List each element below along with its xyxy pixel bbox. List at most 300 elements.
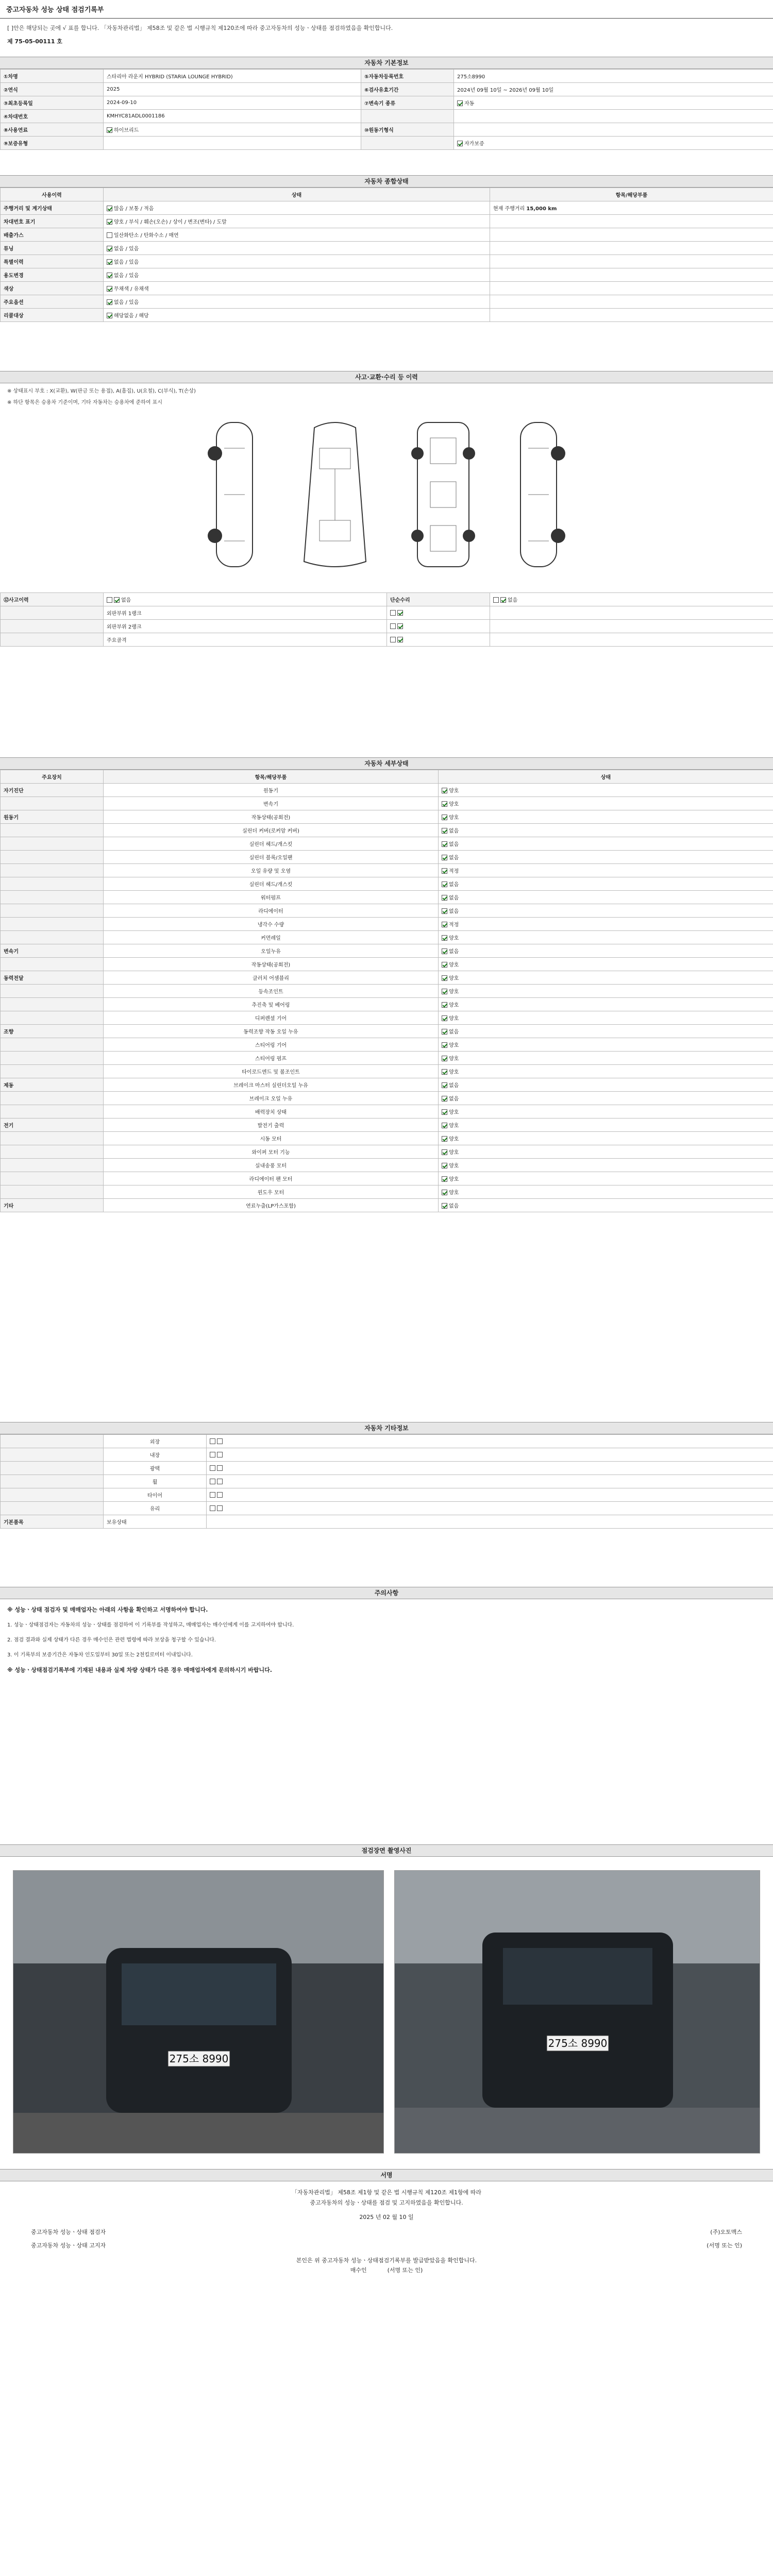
inspector-row bbox=[0, 2223, 773, 2241]
general-extra bbox=[490, 215, 773, 228]
detail-group bbox=[1, 1145, 104, 1159]
checkbox-checked[interactable] bbox=[442, 1190, 447, 1195]
general-row bbox=[1, 282, 773, 295]
vin: KMHYC81ADL0001186 bbox=[104, 110, 361, 123]
detail-group bbox=[1, 1172, 104, 1185]
detail-group: 원동기 bbox=[1, 810, 104, 824]
checkbox-checked[interactable] bbox=[442, 882, 447, 887]
other-info-title: 자동차 기타정보 bbox=[0, 1422, 773, 1434]
checkbox-checked[interactable] bbox=[442, 1082, 447, 1088]
detail-row bbox=[1, 851, 773, 864]
checkbox[interactable] bbox=[217, 1492, 223, 1498]
detail-group bbox=[1, 1092, 104, 1105]
detail-group: 제동 bbox=[1, 1078, 104, 1092]
detail-item: 실내송풍 모터 bbox=[104, 1159, 439, 1172]
seller-label: 중고자동차 성능ㆍ상태 고지자 bbox=[31, 2242, 106, 2249]
inspector-label: 중고자동차 성능ㆍ상태 점검자 bbox=[31, 2229, 106, 2235]
checkbox-checked[interactable] bbox=[457, 100, 463, 106]
detail-row bbox=[1, 971, 773, 985]
detail-item: 워터펌프 bbox=[104, 891, 439, 904]
repair-value bbox=[490, 593, 773, 606]
general-text: 일산화탄소 / 탄화수소 / 매연 bbox=[114, 233, 179, 239]
col-header: 항목/해당부품 bbox=[104, 770, 439, 784]
checkbox-checked[interactable] bbox=[442, 801, 447, 807]
basic-info-section bbox=[0, 57, 773, 175]
other-item: 유리 bbox=[104, 1502, 207, 1515]
checkbox-checked[interactable] bbox=[107, 286, 112, 292]
detail-item: 브레이크 마스터 실린더오일 누유 bbox=[104, 1078, 439, 1092]
col-header: 사용이력 bbox=[1, 188, 104, 201]
checkbox-checked[interactable] bbox=[500, 597, 506, 603]
accident-label: ⑫사고이력 bbox=[1, 593, 104, 606]
checkbox[interactable] bbox=[390, 637, 396, 642]
detail-row bbox=[1, 810, 773, 824]
buyer-line: 본인은 위 중고자동차 성능ㆍ상태점검기록부를 발급받았음을 확인합니다. bbox=[296, 2257, 477, 2264]
checkbox-checked[interactable] bbox=[442, 895, 447, 901]
damage-row bbox=[1, 633, 773, 647]
detail-status bbox=[439, 1011, 773, 1025]
warranty-value bbox=[454, 137, 773, 150]
general-text: 무채색 / 유채색 bbox=[114, 286, 149, 292]
detail-status bbox=[439, 1078, 773, 1092]
detail-status bbox=[439, 1172, 773, 1185]
other-item: 외장 bbox=[104, 1435, 207, 1448]
detail-status bbox=[439, 797, 773, 810]
general-text: 없음 / 있음 bbox=[114, 246, 139, 252]
checkbox-checked[interactable] bbox=[442, 815, 447, 820]
signature-section bbox=[0, 2169, 773, 2303]
general-value bbox=[104, 201, 490, 215]
checkbox[interactable] bbox=[210, 1465, 215, 1471]
other-row bbox=[1, 1462, 773, 1475]
detail-group bbox=[1, 998, 104, 1011]
other-status bbox=[207, 1435, 773, 1448]
detail-row bbox=[1, 904, 773, 918]
general-state-section bbox=[0, 175, 773, 371]
detail-header-row bbox=[1, 770, 773, 784]
other-item: 내장 bbox=[104, 1448, 207, 1462]
checkbox-checked[interactable] bbox=[442, 1123, 447, 1128]
general-header-row bbox=[1, 188, 773, 201]
checkbox-checked[interactable] bbox=[442, 962, 447, 968]
general-extra bbox=[490, 282, 773, 295]
checkbox-checked[interactable] bbox=[107, 299, 112, 305]
detail-item: 라디에이터 bbox=[104, 904, 439, 918]
checkbox-checked[interactable] bbox=[442, 828, 447, 834]
detail-status bbox=[439, 1199, 773, 1212]
detail-status-text: 양호 bbox=[449, 1003, 459, 1008]
damage-label-empty bbox=[1, 633, 104, 647]
detail-status-text: 양호 bbox=[449, 989, 459, 995]
detail-item: 윈도우 모터 bbox=[104, 1185, 439, 1199]
detail-status bbox=[439, 985, 773, 998]
detail-item: 냉각수 수량 bbox=[104, 918, 439, 931]
other-table bbox=[0, 1434, 773, 1529]
checkbox-checked[interactable] bbox=[442, 1042, 447, 1048]
detail-row bbox=[1, 1105, 773, 1118]
checkbox-checked[interactable] bbox=[107, 206, 112, 211]
checkbox[interactable] bbox=[390, 610, 396, 616]
mileage-note: 현재 주행거리 bbox=[493, 206, 525, 212]
general-value bbox=[104, 215, 490, 228]
checkbox-checked[interactable] bbox=[442, 1002, 447, 1008]
front-plate-text: 275소 8990 bbox=[169, 2053, 229, 2065]
detail-status-text: 적정 bbox=[449, 922, 459, 928]
checkbox-checked[interactable] bbox=[442, 1109, 447, 1115]
detail-status-text: 양호 bbox=[449, 788, 459, 794]
model-year: 2025 bbox=[104, 83, 361, 96]
basic-label-empty bbox=[361, 110, 454, 123]
general-extra bbox=[490, 268, 773, 282]
detail-row bbox=[1, 1078, 773, 1092]
checkbox-checked[interactable] bbox=[442, 935, 447, 941]
general-row bbox=[1, 268, 773, 282]
detail-status-text: 없음 bbox=[449, 949, 459, 955]
other-row bbox=[1, 1515, 773, 1529]
warranty-text: 자가보증 bbox=[464, 141, 484, 147]
checkbox-checked[interactable] bbox=[442, 948, 447, 954]
checkbox-checked[interactable] bbox=[442, 975, 447, 981]
detail-row bbox=[1, 918, 773, 931]
detail-item: 타이로드엔드 및 볼조인트 bbox=[104, 1065, 439, 1078]
inspection-validity: 2024년 09월 10일 ~ 2026년 09월 10일 bbox=[454, 83, 773, 96]
detail-status-text: 양호 bbox=[449, 1016, 459, 1022]
other-status bbox=[207, 1462, 773, 1475]
detail-row bbox=[1, 797, 773, 810]
detail-status-text: 없음 bbox=[449, 828, 459, 834]
detail-item: 작동상태(공회전) bbox=[104, 958, 439, 971]
checkbox-checked[interactable] bbox=[442, 1163, 447, 1168]
detail-group bbox=[1, 837, 104, 851]
transmission-text: 자동 bbox=[464, 101, 475, 107]
repair-label: 단순수리 bbox=[387, 593, 490, 606]
checkbox-checked[interactable] bbox=[397, 623, 403, 629]
checkbox-checked[interactable] bbox=[107, 273, 112, 278]
general-value bbox=[104, 268, 490, 282]
detail-item: 와이퍼 모터 기능 bbox=[104, 1145, 439, 1159]
general-label: 주요옵션 bbox=[1, 295, 104, 309]
checkbox-checked[interactable] bbox=[442, 788, 447, 793]
detail-status-text: 양호 bbox=[449, 1190, 459, 1196]
detail-group bbox=[1, 891, 104, 904]
general-text: 해당없음 / 해당 bbox=[114, 313, 149, 319]
basic-label: ⑨보증유형 bbox=[1, 137, 104, 150]
detail-row bbox=[1, 891, 773, 904]
accident-value bbox=[104, 593, 387, 606]
detail-group bbox=[1, 824, 104, 837]
detail-row bbox=[1, 1159, 773, 1172]
fuel-text: 하이브리드 bbox=[114, 128, 139, 133]
detail-status-text: 없음 bbox=[449, 895, 459, 901]
other-group bbox=[1, 1448, 104, 1462]
detail-item: 라디에이터 팬 모터 bbox=[104, 1172, 439, 1185]
note-warning: ※ 성능ㆍ상태점검기록부에 기재된 내용과 실제 차량 상태가 다른 경우 매매업자에게 문의하시기 바랍니다. bbox=[7, 1667, 272, 1673]
detail-row bbox=[1, 864, 773, 877]
certificate-number: 제 75-05-00111 호 bbox=[7, 38, 62, 45]
note-line: 2. 점검 결과와 실제 상태가 다른 경우 매수인은 관련 법령에 따라 보상을 청구할 수 있습니다. bbox=[7, 1637, 216, 1643]
general-label: 튜닝 bbox=[1, 242, 104, 255]
sign-line: 「자동차관리법」 제58조 제1항 및 같은 법 시행규칙 제120조 제1항에 따라 bbox=[291, 2189, 482, 2196]
general-row bbox=[1, 255, 773, 268]
checkbox[interactable] bbox=[210, 1492, 215, 1498]
detail-status-text: 양호 bbox=[449, 1110, 459, 1115]
checkbox-checked[interactable] bbox=[442, 922, 447, 927]
damage-table bbox=[0, 592, 773, 647]
detail-status-text: 적정 bbox=[449, 869, 459, 874]
detail-row bbox=[1, 1052, 773, 1065]
checkbox-checked[interactable] bbox=[397, 637, 403, 642]
basic-items-status bbox=[207, 1515, 773, 1529]
checkbox[interactable] bbox=[217, 1479, 223, 1484]
detail-table bbox=[0, 770, 773, 1212]
detail-status bbox=[439, 851, 773, 864]
detail-item: 동력조향 작동 오일 누유 bbox=[104, 1025, 439, 1038]
other-row bbox=[1, 1435, 773, 1448]
detail-group bbox=[1, 1105, 104, 1118]
detail-status bbox=[439, 1092, 773, 1105]
checkbox[interactable] bbox=[210, 1505, 215, 1511]
detail-group bbox=[1, 918, 104, 931]
basic-row bbox=[1, 70, 773, 83]
checkbox-checked[interactable] bbox=[442, 1015, 447, 1021]
detail-group: 변속기 bbox=[1, 944, 104, 958]
other-item: 휠 bbox=[104, 1475, 207, 1488]
rear-photo-image bbox=[395, 1871, 760, 2154]
checkbox-checked[interactable] bbox=[107, 259, 112, 265]
damage-cell bbox=[387, 633, 490, 647]
detail-group: 동력전달 bbox=[1, 971, 104, 985]
detail-status-text: 없음 bbox=[449, 909, 459, 914]
note-line: 3. 이 기록부의 보증기간은 자동차 인도일부터 30일 또는 2천킬로미터 이내입니다. bbox=[7, 1652, 193, 1658]
buyer-row bbox=[0, 2266, 773, 2274]
detail-item: 실린더 헤드/개스킷 bbox=[104, 837, 439, 851]
checkbox-checked[interactable] bbox=[442, 989, 447, 994]
detail-group: 자기진단 bbox=[1, 784, 104, 797]
checkbox[interactable] bbox=[210, 1479, 215, 1484]
detail-row bbox=[1, 944, 773, 958]
damage-cell bbox=[490, 606, 773, 620]
general-label: 주행거리 및 계기상태 bbox=[1, 201, 104, 215]
checkbox-checked[interactable] bbox=[442, 1056, 447, 1061]
car-diagrams bbox=[0, 417, 773, 572]
detail-status-text: 양호 bbox=[449, 1177, 459, 1182]
general-label: 색상 bbox=[1, 282, 104, 295]
document-header bbox=[0, 0, 773, 52]
general-extra bbox=[490, 228, 773, 242]
checkbox-checked[interactable] bbox=[442, 1203, 447, 1209]
checkbox[interactable] bbox=[210, 1438, 215, 1444]
detail-group bbox=[1, 1185, 104, 1199]
seller-sign: (서명 또는 인) bbox=[707, 2242, 742, 2249]
checkbox-checked[interactable] bbox=[107, 246, 112, 251]
mileage-cell bbox=[490, 201, 773, 215]
detail-status-text: 없음 bbox=[449, 1083, 459, 1089]
checkbox-checked[interactable] bbox=[442, 1136, 447, 1142]
other-row bbox=[1, 1475, 773, 1488]
header-notice: [ ]안은 해당되는 곳에 √ 표를 합니다. 「자동차관리법」 제58조 및 같은 법 시행규칙 제120조에 따라 중고자동차의 성능ㆍ상태를 점검하였음을 확인합니다. bbox=[7, 25, 393, 31]
detail-status bbox=[439, 877, 773, 891]
detail-group bbox=[1, 931, 104, 944]
checkbox[interactable] bbox=[107, 597, 112, 603]
general-row bbox=[1, 228, 773, 242]
repair-text: 없음 bbox=[508, 598, 518, 603]
checkbox[interactable] bbox=[390, 623, 396, 629]
checkbox[interactable] bbox=[217, 1465, 223, 1471]
car-left-side-diagram bbox=[204, 417, 265, 572]
basic-row bbox=[1, 110, 773, 123]
detail-status-text: 없음 bbox=[449, 1096, 459, 1102]
seller-row bbox=[0, 2241, 773, 2249]
buyer-label: 매수인 bbox=[350, 2267, 367, 2274]
fuel-value bbox=[104, 123, 361, 137]
detail-item: 디퍼렌셜 기어 bbox=[104, 1011, 439, 1025]
car-underbody-diagram bbox=[402, 417, 484, 572]
general-extra bbox=[490, 255, 773, 268]
detail-status bbox=[439, 810, 773, 824]
checkbox-checked[interactable] bbox=[442, 841, 447, 847]
other-group bbox=[1, 1502, 104, 1515]
detail-item: 실린더 커버(로커암 커버) bbox=[104, 824, 439, 837]
damage-label-empty bbox=[1, 620, 104, 633]
detail-item: 추진축 및 베어링 bbox=[104, 998, 439, 1011]
checkbox[interactable] bbox=[107, 232, 112, 238]
checkbox-checked[interactable] bbox=[457, 141, 463, 146]
general-label: 차대번호 표기 bbox=[1, 215, 104, 228]
detail-row bbox=[1, 1132, 773, 1145]
detail-status-text: 양호 bbox=[449, 936, 459, 941]
basic-label: ③최초등록일 bbox=[1, 96, 104, 110]
checkbox[interactable] bbox=[217, 1505, 223, 1511]
detail-status bbox=[439, 1052, 773, 1065]
first-registration: 2024-09-10 bbox=[104, 96, 361, 110]
detail-status bbox=[439, 1145, 773, 1159]
checkbox-checked[interactable] bbox=[442, 1029, 447, 1035]
checkbox[interactable] bbox=[217, 1438, 223, 1444]
legend-line: ※ 하단 항목은 승용차 기준이며, 기타 자동차는 승용차에 준하여 표시 bbox=[7, 400, 162, 405]
detail-status bbox=[439, 864, 773, 877]
general-text: 양호 / 부식 / 훼손(오손) / 상이 / 변조(변타) / 도말 bbox=[114, 219, 227, 225]
detail-item: 원동기 bbox=[104, 784, 439, 797]
detail-group bbox=[1, 1065, 104, 1078]
buyer-sign[interactable]: (서명 또는 인) bbox=[387, 2267, 423, 2274]
sign-date: 2025 년 02 월 10 일 bbox=[359, 2214, 414, 2221]
other-group bbox=[1, 1475, 104, 1488]
other-group bbox=[1, 1435, 104, 1448]
detail-item: 실린더 헤드/개스킷 bbox=[104, 877, 439, 891]
other-row bbox=[1, 1502, 773, 1515]
plate-number: 275소8990 bbox=[454, 70, 773, 83]
general-label: 특별이력 bbox=[1, 255, 104, 268]
damage-legend bbox=[0, 384, 773, 410]
general-row bbox=[1, 242, 773, 255]
checkbox-checked[interactable] bbox=[107, 127, 112, 133]
car-right-side-diagram bbox=[508, 417, 569, 572]
detail-status bbox=[439, 1118, 773, 1132]
damage-history-title: 사고·교환·수리 등 이력 bbox=[0, 371, 773, 383]
warranty-empty bbox=[104, 137, 361, 150]
checkbox-checked[interactable] bbox=[442, 1176, 447, 1182]
detail-status bbox=[439, 1132, 773, 1145]
detail-status-text: 없음 bbox=[449, 1029, 459, 1035]
detail-status-text: 양호 bbox=[449, 1163, 459, 1169]
general-text: 많음 / 보통 / 적음 bbox=[114, 206, 154, 212]
page-title: 중고자동차 성능 상태 점검기록부 bbox=[0, 0, 773, 19]
photos-section bbox=[0, 1844, 773, 2164]
notes-title: 주의사항 bbox=[0, 1587, 773, 1599]
detail-status bbox=[439, 998, 773, 1011]
detail-group: 조향 bbox=[1, 1025, 104, 1038]
detail-group: 전기 bbox=[1, 1118, 104, 1132]
general-row bbox=[1, 215, 773, 228]
checkbox[interactable] bbox=[210, 1452, 215, 1458]
checkbox-checked[interactable] bbox=[107, 313, 112, 318]
checkbox-checked[interactable] bbox=[442, 908, 447, 914]
checkbox-checked[interactable] bbox=[442, 1149, 447, 1155]
detail-item: 브레이크 오일 누유 bbox=[104, 1092, 439, 1105]
checkbox-checked[interactable] bbox=[107, 219, 112, 225]
detail-group bbox=[1, 797, 104, 810]
detail-group bbox=[1, 864, 104, 877]
detail-group bbox=[1, 904, 104, 918]
detail-row bbox=[1, 877, 773, 891]
detail-item: 클러치 어셈블리 bbox=[104, 971, 439, 985]
outer-rank2: 외판부위 2랭크 bbox=[104, 620, 387, 633]
detail-status-text: 없음 bbox=[449, 855, 459, 861]
detail-status-text: 양호 bbox=[449, 1123, 459, 1129]
other-row bbox=[1, 1448, 773, 1462]
checkbox-checked[interactable] bbox=[442, 1069, 447, 1075]
detail-status bbox=[439, 918, 773, 931]
general-value bbox=[104, 295, 490, 309]
detail-item: 배력장치 상태 bbox=[104, 1105, 439, 1118]
detail-item: 발전기 출력 bbox=[104, 1118, 439, 1132]
detail-group bbox=[1, 1052, 104, 1065]
vehicle-name: 스타리아 라운지 HYBRID (STARIA LOUNGE HYBRID) bbox=[104, 70, 361, 83]
detail-item: 스티어링 펌프 bbox=[104, 1052, 439, 1065]
basic-label: ①차명 bbox=[1, 70, 104, 83]
basic-items-label: 기본품목 bbox=[1, 1515, 104, 1529]
other-item: 광택 bbox=[104, 1462, 207, 1475]
checkbox[interactable] bbox=[217, 1452, 223, 1458]
mileage-value: 15,000 km bbox=[526, 206, 557, 212]
checkbox-checked[interactable] bbox=[442, 1096, 447, 1101]
detail-item: 실린더 블록/오일팬 bbox=[104, 851, 439, 864]
checkbox-checked[interactable] bbox=[442, 868, 447, 874]
checkbox[interactable] bbox=[493, 597, 499, 603]
checkbox-checked[interactable] bbox=[114, 597, 120, 603]
general-text: 없음 / 있음 bbox=[114, 300, 139, 306]
checkbox-checked[interactable] bbox=[397, 610, 403, 616]
detail-group bbox=[1, 1038, 104, 1052]
detail-row bbox=[1, 931, 773, 944]
general-value bbox=[104, 309, 490, 322]
damage-history-section bbox=[0, 371, 773, 680]
col-header: 상태 bbox=[439, 770, 773, 784]
general-state-title: 자동차 종합상태 bbox=[0, 175, 773, 188]
detail-status bbox=[439, 1105, 773, 1118]
col-header: 상태 bbox=[104, 188, 490, 201]
detail-row bbox=[1, 1092, 773, 1105]
general-extra bbox=[490, 295, 773, 309]
detail-status bbox=[439, 944, 773, 958]
detail-item: 연료누출(LP가스포함) bbox=[104, 1199, 439, 1212]
detail-status bbox=[439, 931, 773, 944]
checkbox-checked[interactable] bbox=[442, 855, 447, 860]
detail-status-text: 없음 bbox=[449, 842, 459, 848]
legend-line: ※ 상태표시 부호 : X(교환), W(판금 또는 용접), A(흠집), U(요철), C(부식), T(손상) bbox=[7, 388, 196, 394]
detail-row bbox=[1, 1145, 773, 1159]
rear-plate-text: 275소 8990 bbox=[548, 2037, 608, 2049]
